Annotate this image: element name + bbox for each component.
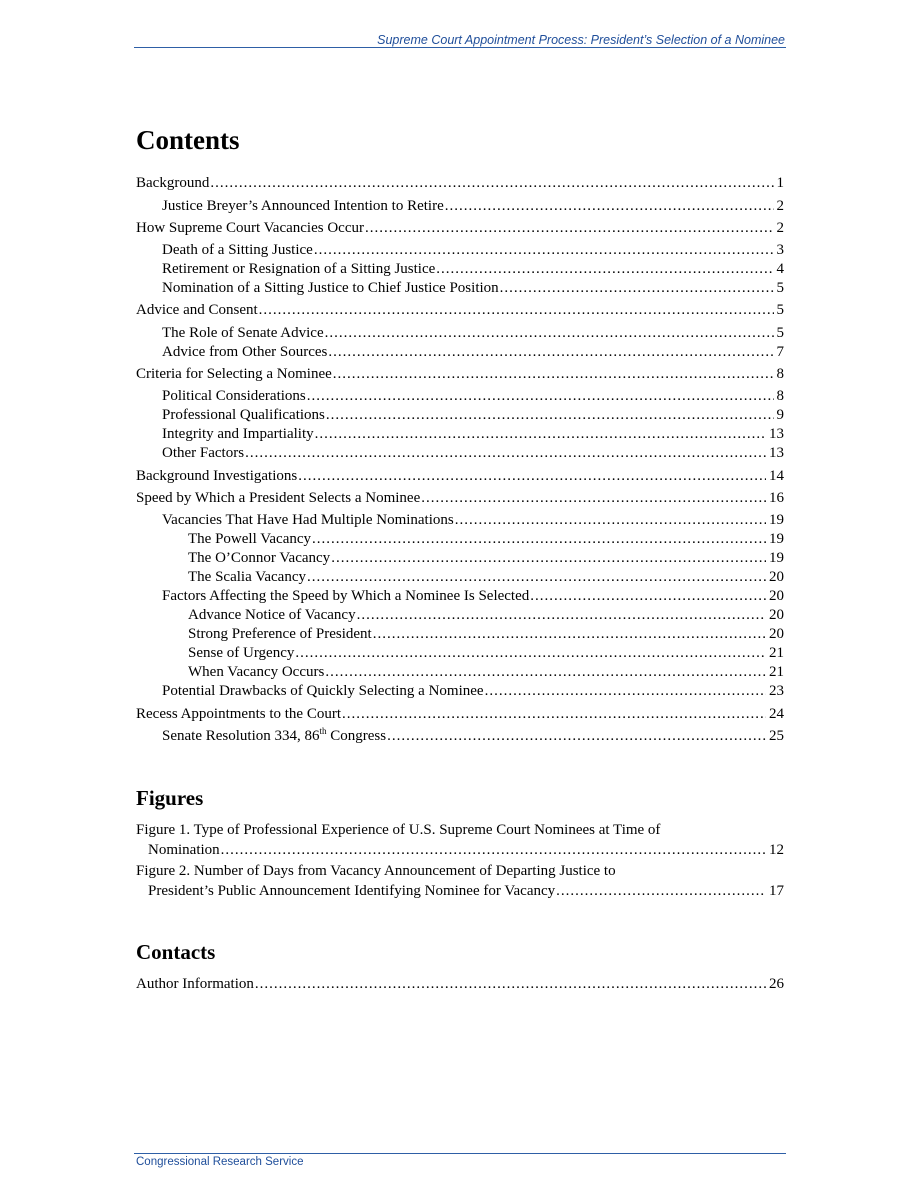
toc-page: 3 — [776, 242, 784, 258]
toc-leader — [298, 467, 766, 486]
toc-page: 21 — [769, 645, 784, 661]
toc-leader — [325, 663, 766, 682]
toc-page: 7 — [776, 344, 784, 360]
toc-title: Speed by Which a President Selects a Nominee — [136, 490, 421, 506]
toc-entry[interactable] — [136, 219, 784, 238]
toc-title: The O’Connor Vacancy — [188, 550, 331, 566]
toc-title: Retirement or Resignation of a Sitting Justice — [162, 261, 436, 277]
toc-entry[interactable] — [188, 663, 784, 682]
toc-leader — [445, 197, 774, 216]
toc-title-suffix: Congress — [326, 728, 387, 744]
toc-title: Strong Preference of President — [188, 626, 372, 642]
toc-leader — [331, 549, 766, 568]
toc-entry[interactable] — [136, 489, 784, 508]
toc-leader — [556, 882, 766, 901]
toc-title: Factors Affecting the Speed by Which a Nominee Is Selected — [162, 588, 530, 604]
figure-entry-line1[interactable]: Figure 1. Type of Professional Experience of U.S. Supreme Court Nominees at Time of — [136, 822, 661, 838]
toc-page: 13 — [769, 445, 784, 461]
toc-entry[interactable] — [162, 343, 784, 362]
toc-entry[interactable] — [136, 705, 784, 724]
figure-entry-line1[interactable]: Figure 2. Number of Days from Vacancy Announcement of Departing Justice to — [136, 863, 616, 879]
toc-leader — [328, 343, 773, 362]
toc-title: Advance Notice of Vacancy — [188, 607, 356, 623]
toc-entry[interactable] — [162, 587, 784, 606]
toc-title: Vacancies That Have Had Multiple Nominations — [162, 512, 454, 528]
toc-page: 20 — [769, 607, 784, 623]
toc-entry[interactable] — [188, 625, 784, 644]
toc-title: Nomination of a Sitting Justice to Chief Justice Position — [162, 280, 499, 296]
toc-title: Professional Qualifications — [162, 407, 325, 423]
toc-leader — [436, 260, 773, 279]
toc-title: Author Information — [136, 976, 254, 992]
toc-leader — [245, 444, 766, 463]
toc-entry[interactable] — [188, 606, 784, 625]
toc-title: Potential Drawbacks of Quickly Selecting a Nominee — [162, 683, 484, 699]
contacts-heading: Contacts — [136, 940, 216, 964]
toc-title: Recess Appointments to the Court — [136, 706, 341, 722]
toc-page: 8 — [776, 388, 784, 404]
toc-leader — [373, 625, 766, 644]
toc-title: The Powell Vacancy — [188, 531, 312, 547]
toc-title: Political Considerations — [162, 388, 306, 404]
toc-entry[interactable] — [136, 467, 784, 486]
toc-title — [162, 727, 386, 746]
toc-page: 5 — [776, 325, 784, 341]
toc-page: 19 — [769, 512, 784, 528]
figure-entry[interactable] — [148, 841, 784, 860]
toc-title: When Vacancy Occurs — [188, 664, 325, 680]
toc-leader — [325, 324, 774, 343]
toc-entry[interactable] — [162, 387, 784, 406]
toc-leader — [530, 587, 766, 606]
footer-label: Congressional Research Service — [136, 1156, 304, 1168]
toc-page: 12 — [769, 842, 784, 858]
toc-page: 2 — [776, 220, 784, 236]
toc-entry[interactable] — [162, 511, 784, 530]
toc-leader — [365, 219, 774, 238]
toc-entry[interactable] — [162, 241, 784, 260]
footer-rule — [134, 1153, 786, 1154]
toc-leader — [342, 705, 766, 724]
toc-entry[interactable] — [188, 644, 784, 663]
toc-page: 16 — [769, 490, 784, 506]
toc-entry[interactable] — [162, 406, 784, 425]
toc-page: 25 — [769, 728, 784, 744]
toc-page: 20 — [769, 569, 784, 585]
toc-page: 21 — [769, 664, 784, 680]
toc-leader — [333, 365, 774, 384]
toc-leader — [307, 568, 766, 587]
toc-leader — [295, 644, 766, 663]
toc-leader — [387, 727, 766, 746]
toc-leader — [210, 174, 773, 193]
toc-title: Nomination — [148, 842, 220, 858]
toc-entry[interactable] — [188, 568, 784, 587]
figures-heading: Figures — [136, 786, 204, 810]
toc-title: Background Investigations — [136, 468, 298, 484]
toc-entry[interactable] — [136, 174, 784, 193]
toc-entry[interactable] — [188, 549, 784, 568]
toc-title: Advice from Other Sources — [162, 344, 328, 360]
toc-page: 9 — [776, 407, 784, 423]
toc-title: Death of a Sitting Justice — [162, 242, 313, 258]
toc-leader — [221, 841, 766, 860]
toc-entry[interactable] — [162, 727, 784, 746]
toc-leader — [314, 241, 774, 260]
toc-leader — [357, 606, 766, 625]
toc-leader — [312, 530, 766, 549]
toc-leader — [326, 406, 774, 425]
toc-title: Advice and Consent — [136, 302, 258, 318]
toc-title: Criteria for Selecting a Nominee — [136, 366, 332, 382]
header-rule — [134, 47, 786, 48]
toc-entry[interactable] — [162, 260, 784, 279]
toc-page: 23 — [769, 683, 784, 699]
toc-title: Background — [136, 175, 210, 191]
toc-entry[interactable] — [162, 682, 784, 701]
toc-page: 5 — [776, 302, 784, 318]
figure-entry[interactable] — [148, 882, 784, 901]
toc-leader — [307, 387, 774, 406]
toc-leader — [455, 511, 766, 530]
toc-page: 20 — [769, 626, 784, 642]
toc-title: Integrity and Impartiality — [162, 426, 314, 442]
contact-entry[interactable] — [136, 975, 784, 994]
toc-page: 17 — [769, 883, 784, 899]
toc-page: 13 — [769, 426, 784, 442]
toc-leader — [255, 975, 766, 994]
contents-heading: Contents — [136, 125, 240, 155]
toc-page: 5 — [776, 280, 784, 296]
toc-page: 19 — [769, 550, 784, 566]
toc-entry[interactable] — [136, 301, 784, 320]
toc-entry[interactable] — [162, 279, 784, 298]
toc-entry[interactable] — [162, 197, 784, 216]
toc-page: 8 — [776, 366, 784, 382]
toc-entry[interactable] — [136, 365, 784, 384]
toc-entry[interactable] — [162, 444, 784, 463]
toc-leader — [259, 301, 774, 320]
toc-entry[interactable] — [188, 530, 784, 549]
toc-page: 4 — [776, 261, 784, 277]
toc-title: The Scalia Vacancy — [188, 569, 307, 585]
toc-entry[interactable] — [162, 324, 784, 343]
toc-leader — [500, 279, 774, 298]
toc-leader — [315, 425, 766, 444]
toc-title: President’s Public Announcement Identifying Nominee for Vacancy — [148, 883, 556, 899]
toc-page: 1 — [776, 175, 784, 191]
running-header: Supreme Court Appointment Process: President’s Selection of a Nominee — [377, 33, 785, 47]
toc-leader — [421, 489, 766, 508]
toc-title: Sense of Urgency — [188, 645, 295, 661]
toc-leader — [485, 682, 766, 701]
toc-title-prefix: Senate Resolution 334, 86 — [162, 728, 320, 744]
toc-page: 20 — [769, 588, 784, 604]
toc-page: 26 — [769, 976, 784, 992]
toc-title: How Supreme Court Vacancies Occur — [136, 220, 364, 236]
toc-title: Justice Breyer’s Announced Intention to Retire — [162, 198, 444, 214]
toc-page: 2 — [776, 198, 784, 214]
toc-entry[interactable] — [162, 425, 784, 444]
toc-page: 24 — [769, 706, 784, 722]
toc-page: 19 — [769, 531, 784, 547]
toc-title: The Role of Senate Advice — [162, 325, 324, 341]
toc-title: Other Factors — [162, 445, 245, 461]
ordinal-suffix: th — [319, 726, 327, 736]
toc-page: 14 — [769, 468, 784, 484]
